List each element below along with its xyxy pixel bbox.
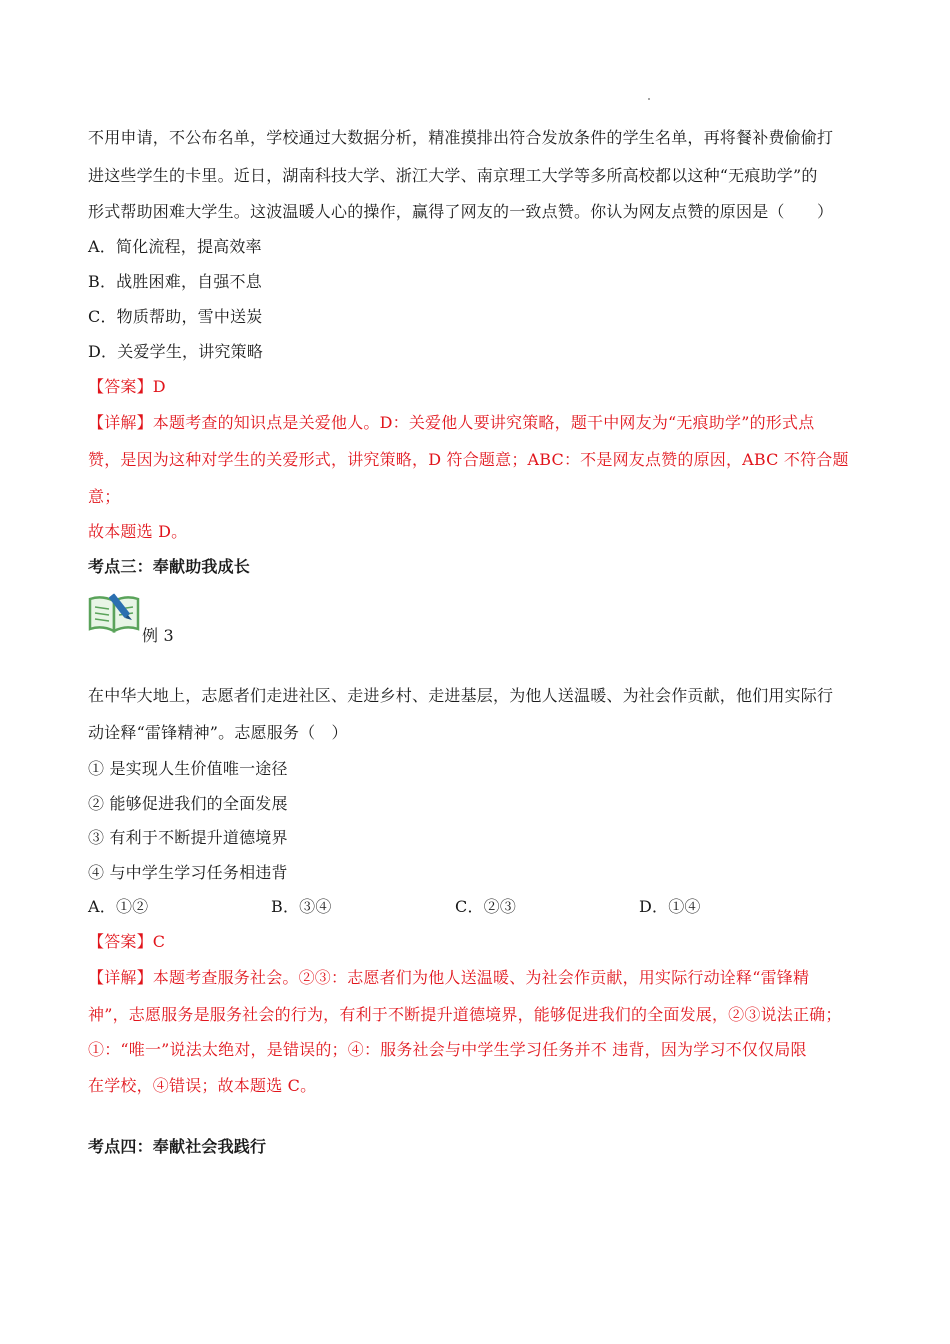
statement-item: ③ 有利于不断提升道德境界 (88, 828, 288, 847)
question-stem-line: 形式帮助困难大学生。这波温暖人心的操作，赢得了网友的一致点赞。你认为网友点赞的原因是（ ） (88, 202, 834, 221)
question-stem-line: 在中华大地上，志愿者们走进社区、走进乡村、走进基层，为他人送温暖、为社会作贡献，他们用实际行 (88, 686, 834, 705)
detail-line: 意； (88, 487, 121, 506)
option-a: A．简化流程，提高效率 (88, 237, 262, 256)
detail-line: 神”，志愿服务是服务社会的行为，有利于不断提升道德境界，能够促进我们的全面发展，②③说法正确； (88, 1005, 842, 1024)
option-a: A．①② (88, 897, 149, 916)
option-d: D．关爱学生，讲究策略 (88, 342, 264, 361)
example-label: 例 3 (142, 626, 174, 645)
detail-line: 赞，是因为这种对学生的关爱形式，讲究策略，D 符合题意；ABC：不是网友点赞的原因，ABC 不符合题 (88, 450, 849, 469)
answer-label: 【答案】D (88, 377, 166, 396)
detail-line: 【详解】本题考查的知识点是关爱他人。D：关爱他人要讲究策略，题干中网友为“无痕助学”的形式点 (88, 413, 815, 432)
statement-item: ② 能够促进我们的全面发展 (88, 794, 288, 813)
detail-line: 【详解】本题考查服务社会。②③：志愿者们为他人送温暖、为社会作贡献，用实际行动诠释“雷锋精 (88, 968, 810, 987)
option-b: B．③④ (271, 897, 332, 916)
statement-item: ④ 与中学生学习任务相违背 (88, 863, 288, 882)
options-row (88, 897, 868, 917)
section-heading: 考点三：奉献助我成长 (88, 557, 251, 576)
answer-label: 【答案】C (88, 932, 166, 951)
detail-line: 故本题选 D。 (88, 522, 188, 541)
detail-line: 在学校，④错误；故本题选 C。 (88, 1076, 317, 1095)
option-c: C．物质帮助，雪中送炭 (88, 307, 263, 326)
question-stem-line: 动诠释“雷锋精神”。志愿服务（ ） (88, 723, 348, 742)
option-b: B．战胜困难，自强不息 (88, 272, 262, 291)
section-heading: 考点四：奉献社会我践行 (88, 1137, 267, 1156)
statement-item: ① 是实现人生价值唯一途径 (88, 759, 288, 778)
option-d: D．①④ (639, 897, 701, 916)
question-stem-line: 不用申请，不公布名单，学校通过大数据分析，精准摸排出符合发放条件的学生名单，再将餐补费偷偷打 (88, 128, 834, 147)
question-stem-line: 进这些学生的卡里。近日，湖南科技大学、浙江大学、南京理工大学等多所高校都以这种“无痕助学”的 (88, 166, 818, 185)
book-pencil-icon (88, 591, 140, 633)
option-c: C．②③ (455, 897, 517, 916)
scan-dot (648, 98, 650, 100)
detail-line: ①：“唯一”说法太绝对，是错误的；④：服务社会与中学生学习任务并不 违背，因为学习不仅仅局限 (88, 1040, 807, 1059)
